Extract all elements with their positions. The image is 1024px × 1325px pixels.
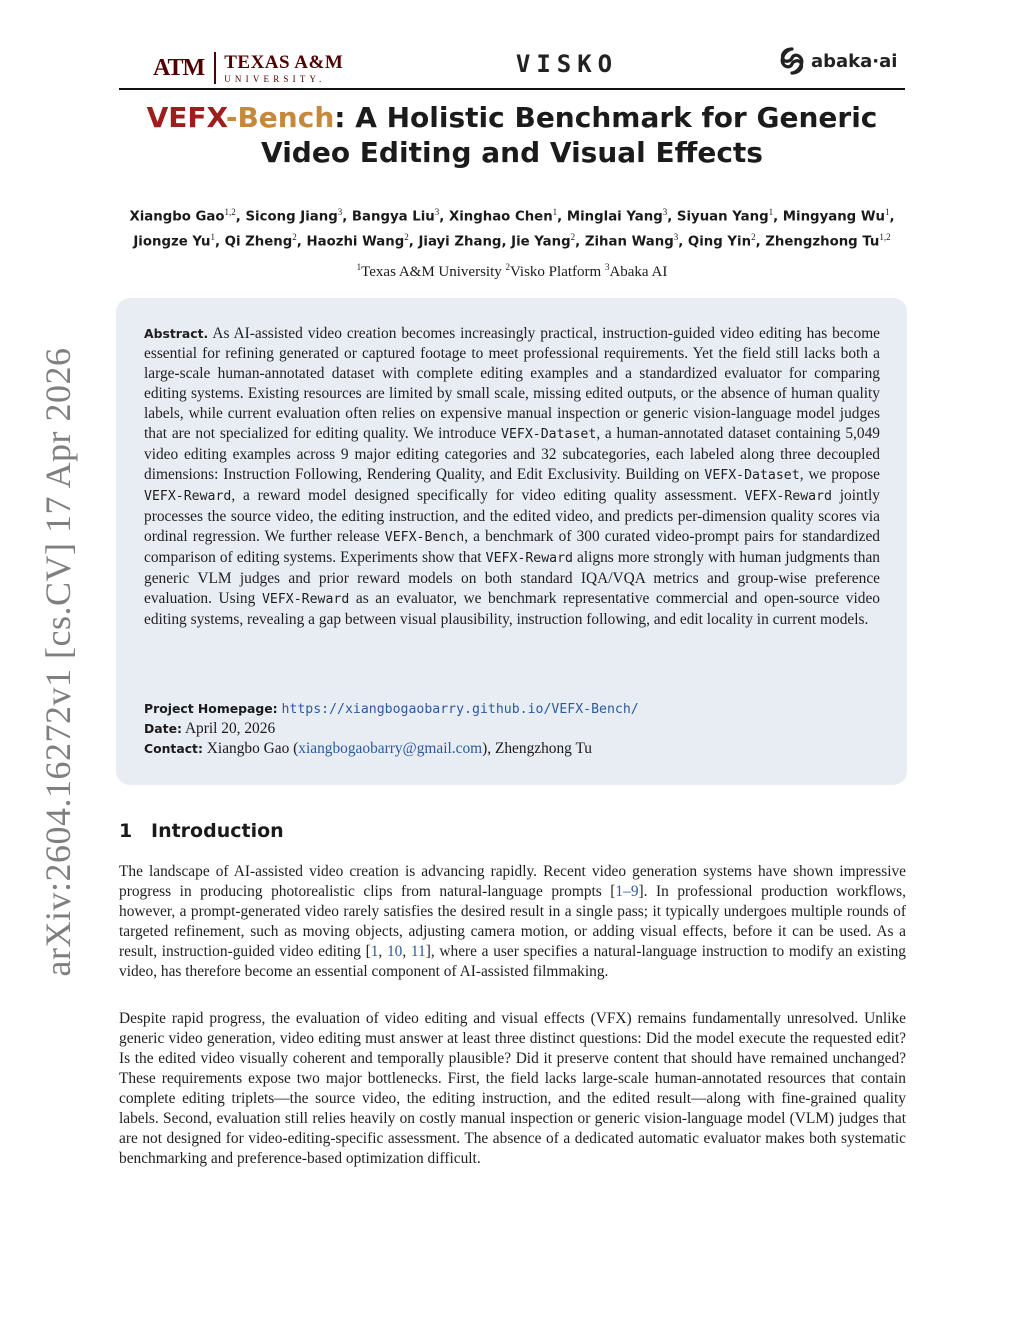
citation-link[interactable]: 11 — [410, 943, 426, 960]
affiliation-number: 1 — [356, 262, 362, 272]
abstract-box — [116, 298, 907, 785]
abaka-name: abaka·ai — [811, 50, 898, 72]
author-affiliation-mark: 2 — [751, 232, 756, 243]
contact-line: Contact: Xiangbo Gao (xiangbogaobarry@gmail.com), Zhengzhong Tu — [144, 740, 593, 757]
homepage-line — [144, 699, 880, 720]
homepage-link[interactable]: https://xiangbogaobarry.github.io/VEFX-Bench/ — [281, 702, 639, 717]
author-name: Siyuan Yang — [676, 209, 769, 225]
tamu-name: TEXAS A&M — [224, 51, 344, 73]
author-name: Xiangbo Gao — [129, 209, 225, 225]
title-vefx: VEFX — [146, 101, 226, 134]
author-affiliation-mark: 1,2 — [224, 207, 236, 217]
homepage-label: Project Homepage: — [144, 701, 278, 716]
abaka-swirl-icon — [777, 46, 807, 76]
section-title: Introduction — [151, 820, 284, 842]
tamu-mark: ATM — [153, 54, 205, 81]
author-affiliation-mark: 2 — [570, 232, 576, 243]
title-bench: Bench — [237, 101, 335, 134]
date-line — [144, 719, 880, 739]
tamu-logo — [153, 48, 343, 88]
author-name: Jiayi Zhang — [418, 234, 502, 250]
tamu-divider — [214, 52, 216, 84]
abstract-text: Abstract. As AI-assisted video creation becomes increasingly practical, instruction-guided video editing has become essential for refining generated or captured footage to meet professional requirements. Yet the field still lacks both a large-scale human-annotated dataset with complete editing examples and a standardized evaluator for comparing editing systems. Existing resources are limited by small scale, missing edited outputs, or the absence of human quality labels, while current evaluation often relies on expensive manual inspection or generic vision-language model judges that are not specialized for editing quality. We introduce VEFX-Dataset, a human-annotated dataset containing 5,049 video editing examples across 9 major editing categories and 32 subcategories, each labeled along three decoupled dimensions: Instruction Following, Rendering Quality, and Edit Exclusivity. Building on VEFX-Dataset, we propose VEFX-Reward, a reward model designed specifically for video editing quality assessment. VEFX-Reward jointly processes the source video, the editing instruction, and the edited video, and predicts per-dimension quality scores via ordinal regression. We further release VEFX-Bench, a benchmark of 300 curated video-prompt pairs for standardized comparison of editing systems. Experiments show that VEFX-Reward aligns more strongly with human judgments than generic VLM judges and prior reward models on both standard IQA/VQA metrics and group-wise preference evaluation. Using VEFX-Reward as an evaluator, we benchmark representative commercial and open-source video editing systems, revealing a gap between visual plausibility, instruction following, and edit locality in current models. — [144, 325, 881, 628]
author-affiliation-mark: 1 — [884, 207, 890, 217]
arxiv-stamp-text: arXiv:2604.16272v1 [cs.CV] 17 Apr 2026 — [38, 347, 78, 977]
citation-link[interactable]: 1 — [370, 943, 379, 960]
header-rule — [119, 88, 905, 90]
title-dash: - — [225, 101, 238, 134]
section-heading — [119, 820, 284, 842]
contact-email-link[interactable]: xiangbogaobarry@gmail.com — [298, 740, 483, 757]
author-name: Qi Zheng — [224, 234, 293, 250]
author-name: Haozhi Wang — [306, 234, 405, 250]
author-affiliation-mark: 1,2 — [879, 232, 891, 243]
affiliation-name: Visko Platform — [510, 264, 602, 280]
author-list: Xiangbo Gao$^{1,2}$, Sicong Jiang$^3$, Bangya Liu$^3$, Xinghao Chen$^1$, Minglai Yang$^3$, Siyuan Yang$^1$, Mingyang Wu$^1$, Jiongze Yu$^1$, Qi Zheng$^2$, Haozhi Wang$^2$, Jiayi Zhang, Jie Yang$^2$, Zihan Wang$^3$, Qing Yin$^2$, Zhengzhong Tu$^{1,2}$ — [129, 207, 895, 250]
affiliation-name: Abaka AI — [609, 264, 668, 280]
author-name: Minglai Yang — [566, 209, 663, 225]
author-name: Qing Yin — [687, 234, 752, 250]
author-affiliation-mark: 3 — [434, 207, 440, 217]
section-number: 1 — [119, 820, 133, 842]
author-name: Zhengzhong Tu — [765, 234, 880, 250]
intro-paragraph-2: Despite rapid progress, the evaluation of video editing and visual effects (VFX) remains fundamentally unresolved. Unlike generic video generation, video editing must answer at least three distinct questions: Did the model execute the requested edit? Is the edited video visually coherent and temporally plausible? Did it preserve content that should have remained unchanged? These requirements expose two major bottlenecks. First, the field lacks large-scale human-annotated resources that contain complete editing triplets—the source video, the editing instruction, and the edited result—along with fine-grained quality labels. Second, evaluation still relies heavily on costly manual inspection or generic vision-language model (VLM) judges that are not designed for video-editing-specific assessment. The absence of a dedicated automatic evaluator makes both systematic benchmarking and preference-based optimization difficult. — [119, 1010, 906, 1167]
author-affiliation-mark: 3 — [337, 207, 343, 217]
bench-name: VEFX-Bench — [384, 530, 465, 545]
affiliation-number: 3 — [604, 262, 610, 272]
author-affiliation-mark: 3 — [662, 207, 668, 217]
author-name: Mingyang Wu — [782, 209, 885, 225]
affiliation-number: 2 — [505, 262, 510, 272]
abaka-logo — [777, 46, 897, 76]
author-name: Xinghao Chen — [448, 209, 553, 225]
intro-paragraph-1: The landscape of AI-assisted video creation is advancing rapidly. Recent video generation systems have shown impressive progress in producing photorealistic clips from natural-language prompts [1–9]. In professional production workflows, however, a prompt-generated video rarely satisfies the desired result in a single pass; it typically undergoes multiple rounds of targeted refinement, such as moving objects, adjusting camera motion, or adding visual effects, before it can be used. As a result, instruction-guided video editing [1, 10, 11], where a user specifies a natural-language instruction to modify an existing video, has therefore become an essential component of AI-assisted filmmaking. — [119, 863, 906, 980]
author-affiliation-mark: 1 — [552, 207, 558, 217]
page-header — [119, 40, 905, 90]
author-name: Jiongze Yu — [133, 234, 211, 250]
author-affiliation-mark: 1 — [210, 232, 215, 243]
author-name: Sicong Jiang — [245, 209, 338, 225]
tamu-sub: UNIVERSITY. — [224, 73, 326, 84]
affiliation-name: Texas A&M University — [361, 264, 502, 280]
citation-link[interactable]: 1–9 — [615, 883, 639, 900]
author-name: Jie Yang — [511, 234, 571, 250]
title-line1-rest: : A Holistic Benchmark for Generic — [334, 101, 878, 134]
reward-name: VEFX-Reward — [144, 489, 232, 504]
paper-title — [100, 100, 924, 170]
date-value: April 20, 2026 — [184, 720, 276, 737]
title-line2: Video Editing and Visual Effects — [261, 136, 763, 169]
author-affiliation-mark: 2 — [292, 232, 297, 243]
contact-label: Contact: — [144, 741, 203, 756]
visko-logo: VISKO — [515, 50, 619, 78]
author-name: Bangya Liu — [351, 209, 435, 225]
author-affiliation-mark: 2 — [404, 232, 409, 243]
affiliation-list — [112, 262, 912, 281]
date-label: Date: — [144, 721, 182, 736]
abstract-label: Abstract. — [144, 326, 209, 341]
author-affiliation-mark: 3 — [673, 232, 679, 243]
author-name: Zihan Wang — [584, 234, 674, 250]
dataset-name: VEFX-Dataset — [501, 427, 597, 442]
citation-link[interactable]: 10 — [386, 943, 403, 960]
author-affiliation-mark: 1 — [768, 207, 774, 217]
